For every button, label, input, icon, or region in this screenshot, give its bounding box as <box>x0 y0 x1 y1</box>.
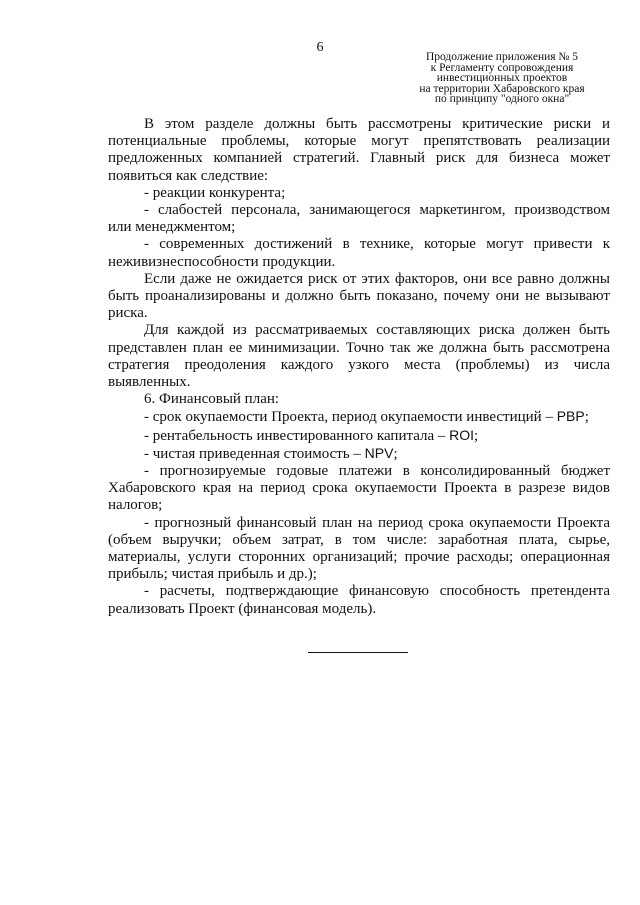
list-item <box>108 427 610 445</box>
paragraph-risks-intro: В этом разделе должны быть рассмотрены критические риски и потенциальные проблемы, которые могут препятствовать реализации предложенных компанией стратегий. Главный риск для бизнеса может появиться как следствие: <box>108 116 610 184</box>
list-item-end: ; <box>474 427 479 444</box>
list-item: - слабостей персонала, занимающегося маркетингом, производством или менеджментом; <box>108 202 610 236</box>
annex-line: на территории Хабаровского края <box>419 82 585 95</box>
annex-line: инвестиционных проектов <box>436 72 568 84</box>
list-item: - современных достижений в технике, которые могут привести к неживизнеспособности продукции. <box>108 236 610 270</box>
document-body <box>108 116 610 618</box>
abbreviation: PBP <box>556 408 585 425</box>
list-item-text: - рентабельность инвестированного капитала – <box>144 427 450 444</box>
list-item-text: - чистая приведенная стоимость – <box>144 445 365 462</box>
list-item: - прогнозируемые годовые платежи в консолидированный бюджет Хабаровского края на период срока окупаемости Проекта в разрезе видов налогов; <box>108 463 610 514</box>
paragraph-risk-analysis: Если даже не ожидается риск от этих факторов, они все равно должны быть проанализированы и должно быть показано, почему они не вызывают риска. <box>108 270 610 322</box>
end-of-document-rule <box>308 652 408 653</box>
list-item-end: ; <box>584 409 589 426</box>
abbreviation: ROI <box>449 426 475 443</box>
abbreviation: NPV <box>364 444 394 461</box>
paragraph-risk-minimization: Для каждой из рассматриваемых составляющих риска должен быть представлен план ее минимизации. Точно так же должна быть рассмотрена стратегия преодоления каждого узкого места (проблемы) из числа выявленных. <box>108 322 610 391</box>
annex-line: к Регламенту сопровождения <box>430 61 574 74</box>
list-item-text: - срок окупаемости Проекта, период окупаемости инвестиций – <box>144 409 557 426</box>
annex-line: по принципу "одного окна" <box>434 93 570 105</box>
section-heading-financial-plan: 6. Финансовый план: <box>144 391 280 408</box>
list-item: - реакции конкурента; <box>144 184 286 201</box>
list-item: - прогнозный финансовый план на период срока окупаемости Проекта (объем выручки; объем затрат, в том числе: заработная плата, сырье, материалы, услуги сторонних организаций; прочие расходы; операционная прибыль; чистая прибыль и др.); <box>108 514 610 583</box>
annex-line: Продолжение приложения № 5 <box>425 51 579 63</box>
list-item <box>108 445 610 463</box>
list-item-end: ; <box>393 445 398 462</box>
page-number: 6 <box>316 40 324 55</box>
list-item <box>108 408 610 426</box>
list-item: - расчеты, подтверждающие финансовую способность претендента реализовать Проект (финансовая модель). <box>108 583 610 617</box>
annex-header <box>396 52 608 105</box>
